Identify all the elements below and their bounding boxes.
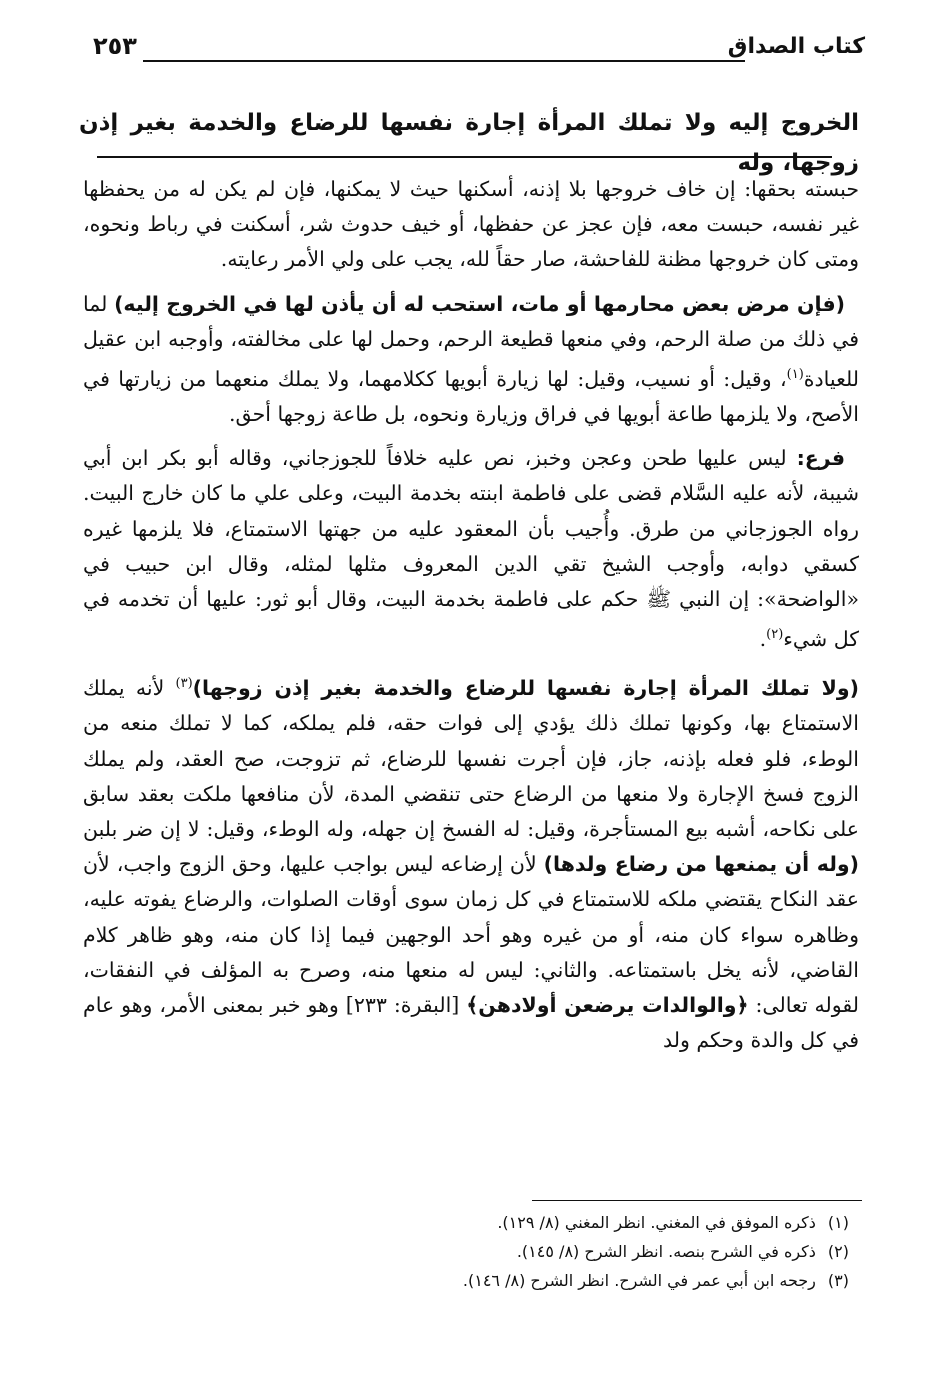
footnote-item xyxy=(349,1208,849,1237)
paragraph-4 xyxy=(83,666,859,1058)
footnote-number: (٢) xyxy=(827,1242,849,1261)
paragraph-2-text-b: ، وقيل: أو نسيب، وقيل: لها زيارة أبويها ككلامهما، ولا يملك منعهما من زيارتها في الأصح، ولا يلزمها طاعة أبويها في فراق وزيارة ونحوه، بل طاعة زوجها أحق. xyxy=(83,366,859,427)
footnote-item xyxy=(349,1266,849,1295)
matn-divider xyxy=(97,156,832,158)
footnote-ref-2: (٢) xyxy=(766,627,784,643)
paragraph-3 xyxy=(83,441,859,657)
paragraph-2-text-a: لما في ذلك من صلة الرحم، وفي منعها قطيعة الرحم، وحمل لها على مخالفته، وأوجبه ابن عقيل للعيادة xyxy=(83,291,859,391)
footnotes xyxy=(349,1208,849,1295)
footnote-rule xyxy=(532,1200,862,1201)
paragraph-3-end: . xyxy=(759,627,767,652)
paragraph-4-text-c: [البقرة: ٢٣٣] وهو خبر بمعنى الأمر، وهو عام في كل والدة وحكم ولد xyxy=(83,992,859,1053)
footnote-text: رجحه ابن أبي عمر في الشرح. انظر الشرح (٨/ ١٤٦). xyxy=(462,1271,816,1290)
paragraph-4-text-b: لأن إرضاعه ليس بواجب عليها، وحق الزوج واجب، لأن عقد النكاح يقتضي ملكه للاستمتاع في كل زمان سوى أوقات الصلوات، والرضاع يفوته عليه، وظاهره سواء كان منه، أو من غيره وهو أحد الوجهين فيما إذا كان منه، وهو ظاهر كلام القاضي، لأنه يخل باستمتاعه. والثاني: ليس له منعها منه، وصرح به المؤلف في النفقات، لقوله تعالى: xyxy=(83,852,859,1017)
paragraph-4-matn-a: (ولا تملك المرأة إجارة نفسها للرضاع والخدمة بغير إذن زوجها) xyxy=(192,676,859,701)
paragraph-3-label: فرع: xyxy=(796,446,845,471)
paragraph-2 xyxy=(83,287,859,433)
matn-text-top: الخروج إليه ولا تملك المرأة إجارة نفسها للرضاع والخدمة بغير إذن زوجها، وله xyxy=(79,110,859,176)
footnote-item xyxy=(349,1237,849,1266)
paragraph-1-text: حبسته بحقها: إن خاف خروجها بلا إذنه، أسكنها حيث لا يمكنها، فإن لم يكن له من يحفظها غير نفسه، حبست معه، فإن عجز عن حفظها، أو خيف حدوث شر، أسكنت في رباط ونحوه، ومتى كان خروجها مظنة للفاحشة، صار حقاً لله، يجب على ولي الأمر رعايته. xyxy=(83,177,859,272)
book-title: كتاب الصداق xyxy=(727,34,865,59)
paragraph-4-text-a: لأنه يملك الاستمتاع بها، وكونها تملك ذلك يؤدي إلى فوات حقه، فلم يملكه، كما لا تملك منعه من الوطء، فلو فعله بإذنه، جاز، فإن أجرت نفسها للرضاع، ثم تزوجت، صح العقد، ولم يملك الزوج فسخ الإجارة ولا منعها من الرضاع حتى تنقضي المدة، لأن منافعها ملكت بعقد سابق على نكاحه، أشبه بيع المستأجرة، وقيل: له الفسخ إن جهله، وله الوطء، وقيل: لا إن ضر بلبن xyxy=(83,676,859,841)
footnote-ref-3: (٣) xyxy=(175,676,193,692)
footnote-number: (٣) xyxy=(827,1271,849,1290)
paragraph-3-text: ليس عليها طحن وعجن وخبز، نص عليه خلافاً للجوزجاني، وقاله أبو بكر ابن أبي شيبة، لأنه عليه السَّلام قضى على فاطمة ابنته بخدمة البيت، وعلى علي ما كان خارج البيت. رواه الجوزجاني من طرق. وأُجيب بأن المعقود عليه من جهتها الاستمتاع، فلا يلزمها غيره كسقي دوابه، وأوجب الشيخ تقي الدين المعروف مثلها لمثله، وقال ابن حبيب في «الواضحة»: إن النبي ﷺ حكم على فاطمة بخدمة البيت، وقال أبو ثور: عليها أن تخدمه في كل شيء xyxy=(83,446,859,652)
footnote-ref-1: (١) xyxy=(786,367,804,383)
footnote-text: ذكره في الشرح بنصه. انظر الشرح (٨/ ١٤٥). xyxy=(516,1242,816,1261)
header-rule xyxy=(143,60,745,62)
quran-verse: ﴿والوالدات يرضعن أولادهن﴾ xyxy=(466,992,749,1017)
page-header xyxy=(85,32,865,72)
footnote-number: (١) xyxy=(827,1213,849,1232)
paragraph-4-matn-b: (وله أن يمنعها من رضاع ولدها) xyxy=(543,852,860,877)
commentary-body xyxy=(83,172,859,1067)
paragraph-2-matn: (فإن مرض بعض محارمها أو مات، استحب له أن يأذن لها في الخروج إليه) xyxy=(114,291,845,316)
footnote-text: ذكره الموفق في المغني. انظر المغني (٨/ ١٢٩). xyxy=(497,1213,816,1232)
paragraph-1 xyxy=(83,172,859,278)
page-number: ٢٥٣ xyxy=(93,32,137,60)
